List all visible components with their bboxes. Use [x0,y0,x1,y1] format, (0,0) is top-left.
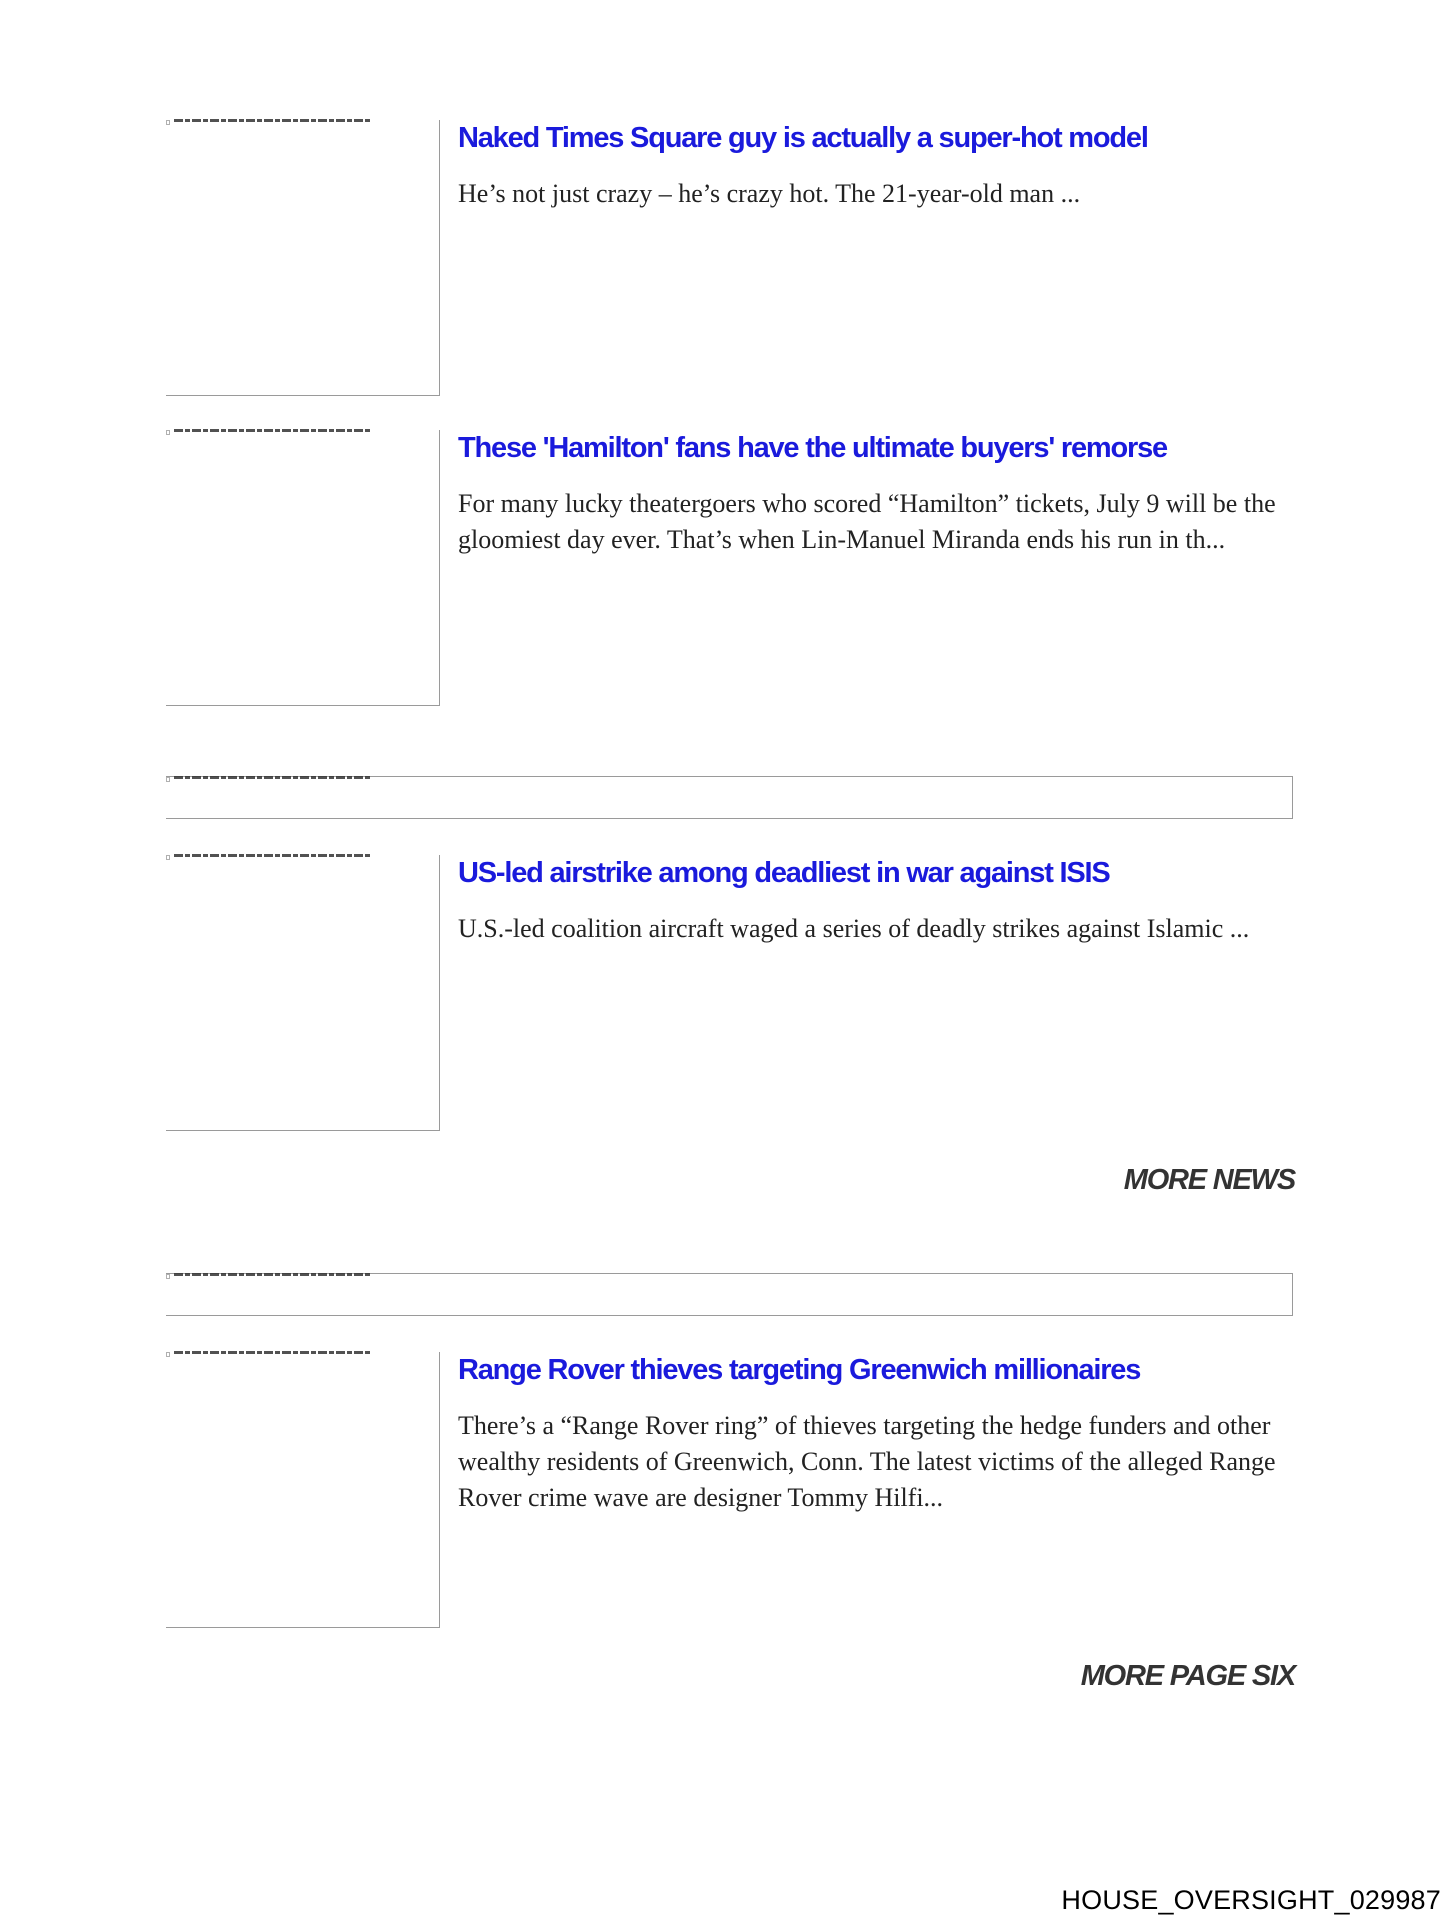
more-page-six-link[interactable]: MORE PAGE SIX [1080,1660,1295,1692]
article-headline-link[interactable]: US-led airstrike among deadliest in war against ISIS [458,857,1110,889]
image-error-text [174,1273,370,1276]
more-news-link[interactable]: MORE NEWS [1123,1164,1295,1196]
ad-banner-placeholder[interactable] [166,776,1293,819]
broken-image-icon [166,430,170,435]
broken-image-icon [166,1352,170,1357]
broken-image-icon [166,1274,170,1279]
image-error-text [174,429,370,432]
document-id: HOUSE_OVERSIGHT_029987 [1061,1885,1441,1915]
image-error-text [174,1351,370,1354]
article-summary: He’s not just crazy – he’s crazy hot. The 21-year-old man ... [458,179,1081,208]
article-summary: There’s a “Range Rover ring” of thieves targeting the hedge funders and other wealthy residents of Greenwich, Conn. The latest victims of the alleged Range Rover crime wave are designer Tommy Hilfi... [458,1411,1276,1512]
broken-image-icon [166,777,170,782]
article-summary: For many lucky theatergoers who scored “Hamilton” tickets, July 9 will be the gloomiest day ever. That’s when Lin-Manuel Miranda ends his run in th... [458,489,1276,554]
article-headline-link[interactable]: Naked Times Square guy is actually a super-hot model [458,122,1148,154]
article-thumbnail-placeholder[interactable] [166,1352,440,1628]
article-headline-link[interactable]: These 'Hamilton' fans have the ultimate buyers' remorse [458,432,1167,464]
image-error-text [174,776,370,779]
ad-banner-placeholder[interactable] [166,1273,1293,1316]
broken-image-icon [166,855,170,860]
article-thumbnail-placeholder[interactable] [166,120,440,396]
broken-image-icon [166,120,170,125]
article-headline-link[interactable]: Range Rover thieves targeting Greenwich millionaires [458,1354,1141,1386]
article-thumbnail-placeholder[interactable] [166,430,440,706]
article-thumbnail-placeholder[interactable] [166,855,440,1131]
article-summary: U.S.-led coalition aircraft waged a series of deadly strikes against Islamic ... [458,914,1250,943]
image-error-text [174,119,370,122]
image-error-text [174,854,370,857]
